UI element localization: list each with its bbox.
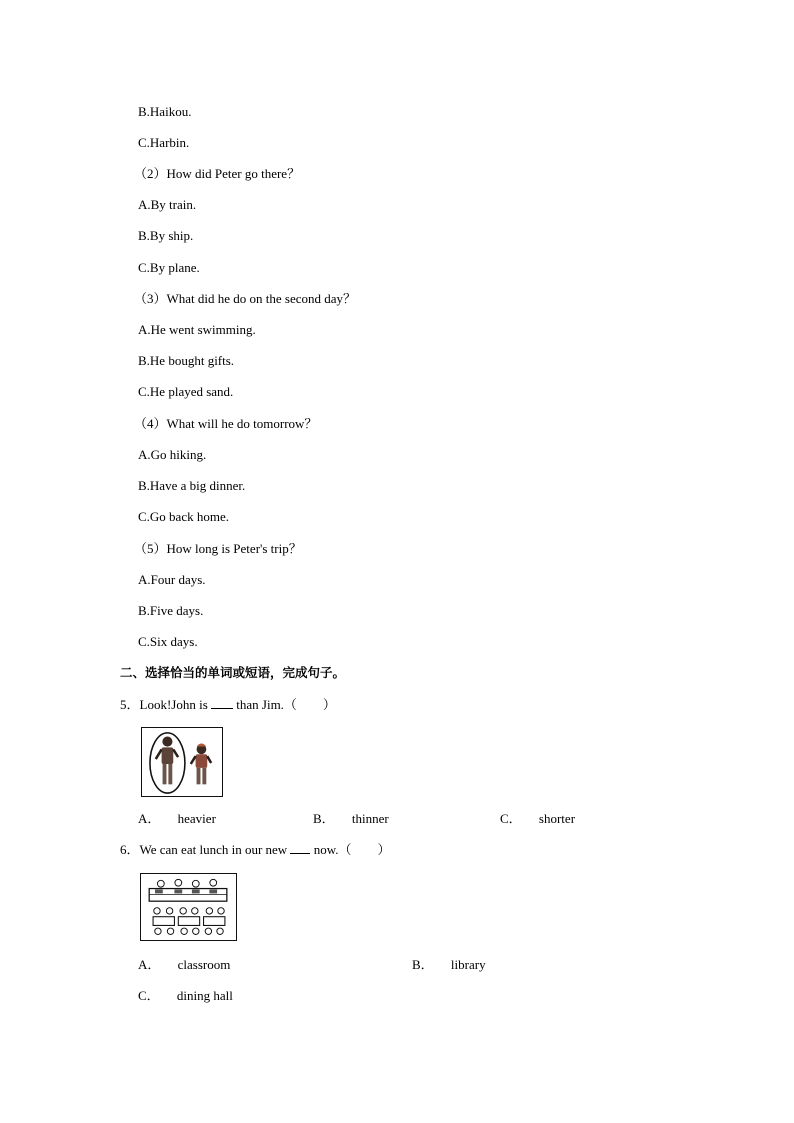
item-5-option-a	[138, 811, 216, 827]
section-2-title: 二、选择恰当的单词或短语，完成句子。	[120, 665, 346, 680]
q5-listening-option-b: B.Five days.	[138, 603, 204, 618]
item-6-question	[120, 842, 390, 858]
q3-question: （3）What did he do on the second day？	[134, 291, 357, 306]
item-5-question	[120, 697, 336, 713]
item-6-number: 6．	[120, 842, 140, 857]
item-5-option-c-letter: C．	[500, 811, 522, 826]
item-5-text-before: Look!John is	[139, 697, 208, 712]
item-5-option-b	[313, 811, 389, 827]
q4-option-a: A.Go hiking.	[138, 447, 207, 462]
item-6-option-c	[138, 988, 233, 1004]
item-5-option-a-letter: A．	[138, 811, 161, 826]
q1-option-b: B.Haikou.	[138, 104, 192, 119]
q2-question: （2）How did Peter go there？	[134, 166, 301, 181]
item-5-option-b-text: thinner	[351, 811, 389, 826]
item-6-option-c-text: dining hall	[176, 988, 233, 1003]
two-boys-comparison-image	[142, 728, 222, 796]
q2-option-b: B.By ship.	[138, 228, 194, 243]
dining-hall-image	[141, 874, 236, 940]
item-5-option-c-text: shorter	[538, 811, 576, 826]
item-5-blank	[211, 708, 233, 709]
item-6-picture	[140, 873, 237, 941]
q1-option-c: C.Harbin.	[138, 135, 190, 150]
q5-listening-option-c: C.Six days.	[138, 634, 198, 649]
item-6-option-b-letter: B．	[412, 957, 434, 972]
item-6-option-c-letter: C．	[138, 988, 160, 1003]
item-6-blank	[290, 853, 310, 854]
q4-option-c: C.Go back home.	[138, 509, 229, 524]
item-5-text-after: than Jim.（ ）	[236, 697, 336, 712]
item-5-option-b-letter: B．	[313, 811, 335, 826]
item-6-option-a-text: classroom	[177, 957, 231, 972]
item-6-option-a	[138, 957, 230, 973]
item-6-option-b	[412, 957, 486, 973]
item-5-option-a-text: heavier	[177, 811, 216, 826]
item-6-option-a-letter: A．	[138, 957, 161, 972]
item-6-option-b-text: library	[450, 957, 486, 972]
q3-option-c: C.He played sand.	[138, 384, 234, 399]
item-5-picture	[141, 727, 223, 797]
q2-option-a: A.By train.	[138, 197, 197, 212]
q3-option-a: A.He went swimming.	[138, 322, 256, 337]
item-6-text-before: We can eat lunch in our new	[139, 842, 288, 857]
q4-option-b: B.Have a big dinner.	[138, 478, 246, 493]
q3-option-b: B.He bought gifts.	[138, 353, 235, 368]
q4-question: （4）What will he do tomorrow？	[134, 416, 318, 431]
q2-option-c: C.By plane.	[138, 260, 200, 275]
item-6-text-after: now.（ ）	[313, 842, 391, 857]
item-5-number: 5．	[120, 697, 140, 712]
item-5-option-c	[500, 811, 575, 827]
q5-listening-question: （5）How long is Peter's trip？	[134, 541, 302, 556]
q5-listening-option-a: A.Four days.	[138, 572, 206, 587]
